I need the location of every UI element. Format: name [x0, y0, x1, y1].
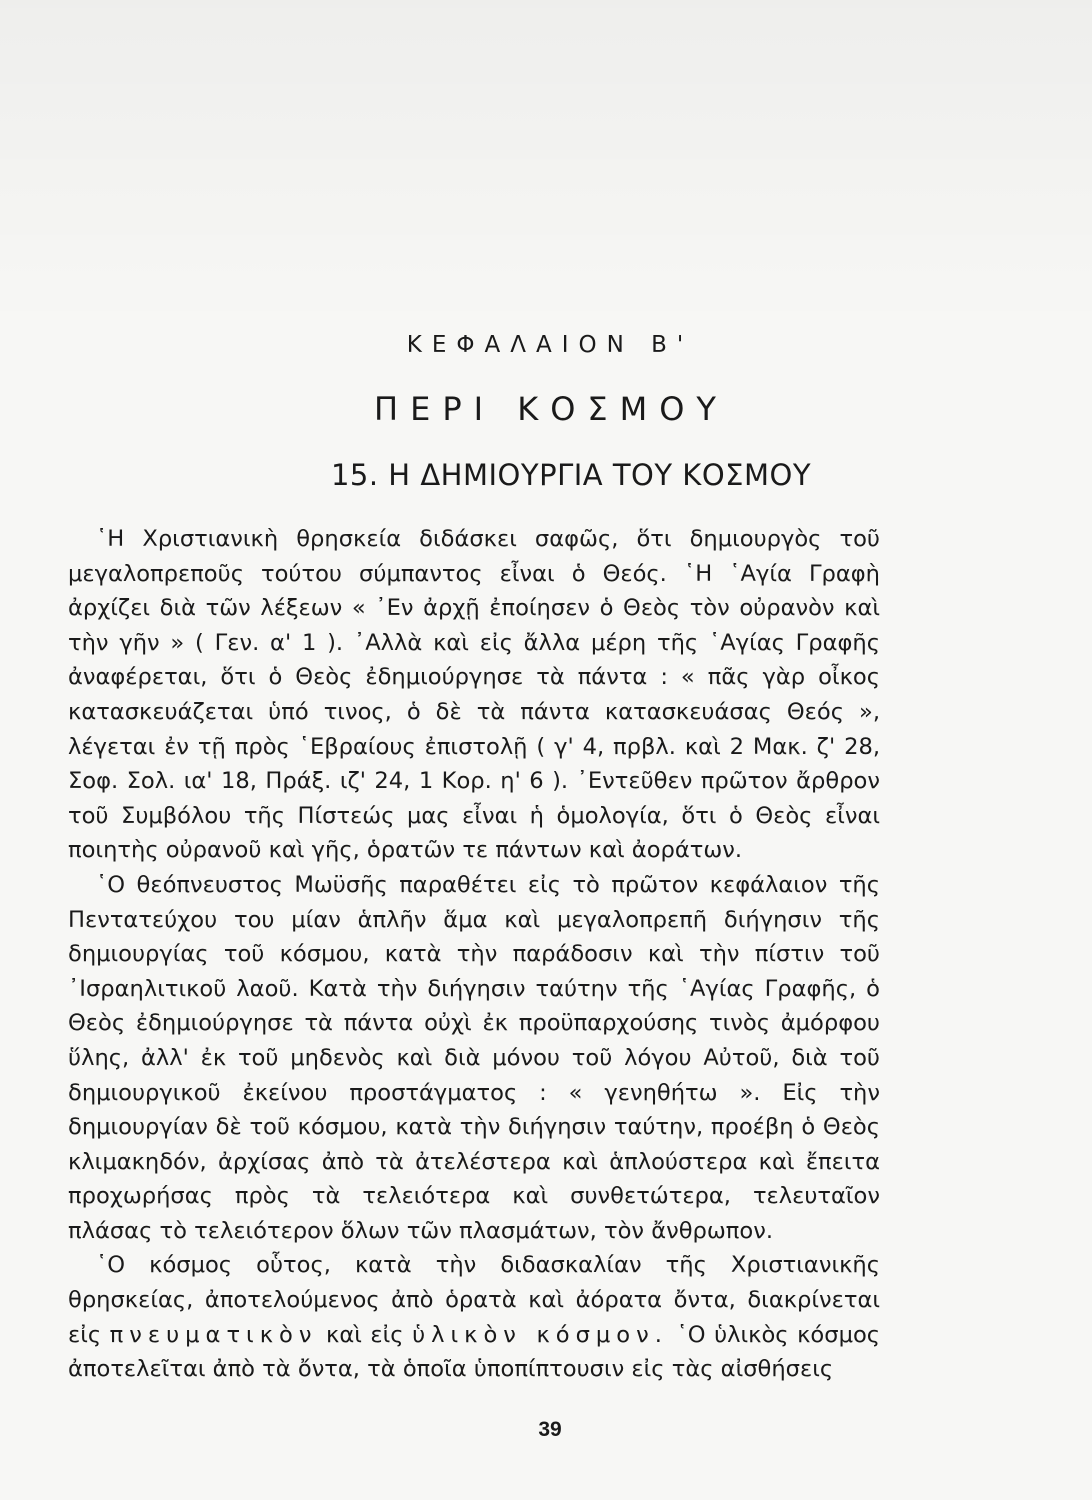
paragraph-3-middle: καὶ εἰς [326, 1321, 404, 1348]
term-material-world: ὑλικὸν κόσμον. [412, 1321, 668, 1348]
section-title: 15. Η ΔΗΜΙΟΥΡΓΙΑ ΤΟΥ ΚΟΣΜΟΥ [330, 458, 812, 492]
paragraph-3 [68, 1248, 880, 1386]
paragraph-3-start: ῾Ο κόσμος οὗτος, κατὰ τὴν διδασκαλίαν τῆς Χριστιανικῆς θρησκείας, ἀποτελούμενος ἀπὸ ὁρατὰ καὶ ἀόρατα ὄντα, διακρίνεται εἰς [68, 1252, 880, 1348]
body-text [68, 522, 880, 1387]
page-top-bleed [0, 0, 1092, 330]
paragraph-3-end: ῾Ο ὑλικὸς κόσμος ἀποτελεῖται ἀπὸ τὰ ὄντα, τὰ ὁποῖα ὑποπίπτουσιν εἰς τὰς αἰσθήσεις [68, 1321, 881, 1383]
page-number: 39 [538, 1418, 562, 1441]
chapter-label: ΚΕΦΑΛΑΙΟΝ Β' [406, 332, 694, 358]
term-spiritual: πνευματικὸν [109, 1321, 318, 1348]
chapter-subject: ΠΕΡΙ ΚΟΣΜΟΥ [374, 390, 728, 428]
paragraph-1: ῾Η Χριστιανικὴ θρησκεία διδάσκει σαφῶς, ὅτι δημιουργὸς τοῦ μεγαλοπρεποῦς τούτου σύμπαντος εἶναι ὁ Θεός. ῾Η ῾Αγία Γραφὴ ἀρχίζει διὰ τῶν λέξεων « ᾿Εν ἀρχῇ ἐποίησεν ὁ Θεὸς τὸν οὐρανὸν καὶ τὴν γῆν » ( Γεν. α' 1 ). ᾿Αλλὰ καὶ εἰς ἄλλα μέρη τῆς ῾Αγίας Γραφῆς ἀναφέρεται, ὅτι ὁ Θεὸς ἐδημιούργησε τὰ πάντα : « πᾶς γὰρ οἶκος κατασκευάζεται ὑπό τινος, ὁ δὲ τὰ πάντα κατασκευάσας Θεός », λέγεται ἐν τῇ πρὸς ῾Εβραίους ἐπιστολῇ ( γ' 4, πρβλ. καὶ 2 Μακ. ζ' 28, Σοφ. Σολ. ια' 18, Πράξ. ιζ' 24, 1 Κορ. η' 6 ). ᾿Εντεῦθεν πρῶτον ἄρθρον τοῦ Συμβόλου τῆς Πίστεώς μας εἶναι ἡ ὁμολογία, ὅτι ὁ Θεὸς εἶναι ποιητὴς οὐρανοῦ καὶ γῆς, ὁρατῶν τε πάντων καὶ ἀοράτων. [68, 526, 880, 864]
paragraph-2: ῾Ο θεόπνευστος Μωϋσῆς παραθέτει εἰς τὸ πρῶτον κεφάλαιον τῆς Πεντατεύχου του μίαν ἁπλῆν ἅμα καὶ μεγαλοπρεπῆ διήγησιν τῆς δημιουργίας τοῦ κόσμου, κατὰ τὴν παράδοσιν καὶ τὴν πίστιν τοῦ ᾿Ισραηλιτικοῦ λαοῦ. Κατὰ τὴν διήγησιν ταύτην τῆς ῾Αγίας Γραφῆς, ὁ Θεὸς ἐδημιούργησε τὰ πάντα οὐχὶ ἐκ προϋπαρχούσης τινὸς ἀμόρφου ὕλης, ἀλλ' ἐκ τοῦ μηδενὸς καὶ διὰ μόνου τοῦ λόγου Αὐτοῦ, διὰ τοῦ δημιουργικοῦ ἐκείνου προστάγματος : « γενηθήτω ». Εἰς τὴν δημιουργίαν δὲ τοῦ κόσμου, κατὰ τὴν διήγησιν ταύτην, προέβη ὁ Θεὸς κλιμακηδόν, ἀρχίσας ἀπὸ τὰ ἀτελέστερα καὶ ἁπλούστερα καὶ ἔπειτα προχωρήσας πρὸς τὰ τελειότερα καὶ συνθετώτερα, τελευταῖον πλάσας τὸ τελειότερον ὅλων τῶν πλασμάτων, τὸν ἄνθρωπον. [68, 871, 880, 1244]
